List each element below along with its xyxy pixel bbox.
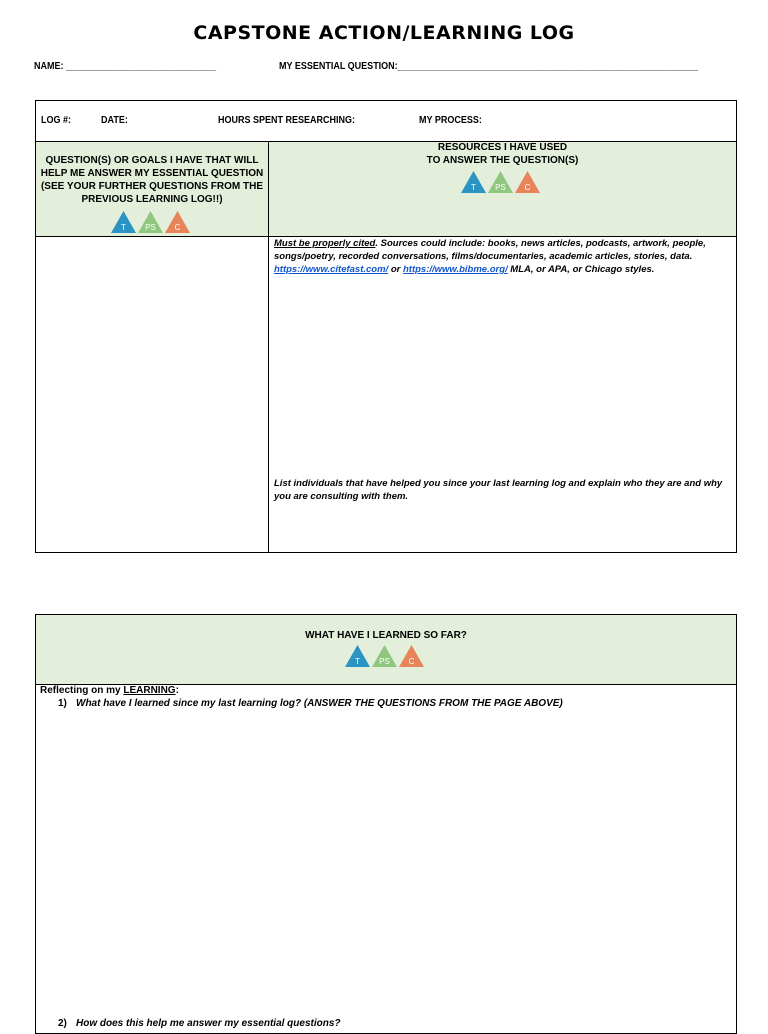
cited-emphasis: Must be properly cited	[274, 238, 376, 249]
instruction-text: MLA, or APA, or Chicago styles.	[507, 264, 655, 275]
t-badge-label: T	[471, 183, 476, 192]
tps-badge-group	[345, 645, 424, 667]
heading-line: RESOURCES I HAVE USED	[437, 142, 568, 153]
heading-line: PREVIOUS LEARNING LOG!!)	[81, 194, 223, 205]
t-badge-label: T	[121, 223, 126, 232]
ps-badge-icon	[488, 171, 513, 193]
question-text: How does this help me answer my essential questions?	[76, 1018, 341, 1029]
ps-badge-icon	[138, 211, 163, 233]
instruction-line	[274, 263, 734, 276]
learned-heading: WHAT HAVE I LEARNED SO FAR?	[305, 630, 467, 641]
instruction-text: . Sources could include: books, news articles, podcasts, artwork, people,	[375, 238, 706, 249]
essential-question-field-label[interactable]: MY ESSENTIAL QUESTION:____________________________________________________________	[279, 61, 699, 72]
citefast-link[interactable]: https://www.citefast.com/	[274, 264, 389, 275]
log-number-label[interactable]: LOG #:	[41, 115, 72, 126]
bibme-link[interactable]: https://www.bibme.org/	[402, 264, 508, 275]
instruction-line: you are consulting with them.	[274, 491, 409, 502]
tps-badge-group	[461, 171, 540, 193]
learning-emphasis: LEARNING	[123, 685, 176, 696]
heading-line: HELP ME ANSWER MY ESSENTIAL QUESTION	[40, 168, 264, 179]
question-number: 1)	[58, 698, 67, 709]
c-badge-icon	[515, 171, 540, 193]
ps-badge-label: PS	[379, 657, 390, 666]
question-number: 2)	[58, 1018, 67, 1029]
name-field-label[interactable]: NAME: ______________________________	[34, 61, 217, 72]
c-badge-label: C	[524, 183, 531, 192]
learned-table	[35, 614, 737, 1034]
instruction-line	[274, 237, 734, 250]
page-title: CAPSTONE ACTION/LEARNING LOG	[193, 22, 575, 44]
reflect-suffix: :	[175, 685, 179, 696]
instruction-line: songs/poetry, recorded conversations, films/documentaries, academic articles, stories, data.	[274, 251, 693, 262]
column-divider	[268, 141, 269, 552]
c-badge-icon	[165, 211, 190, 233]
t-badge-icon	[345, 645, 370, 667]
question-1	[58, 698, 563, 709]
reflect-prefix: Reflecting on my	[40, 685, 124, 696]
t-badge-icon	[461, 171, 486, 193]
heading-line: TO ANSWER THE QUESTION(S)	[426, 155, 579, 166]
ps-badge-label: PS	[495, 183, 506, 192]
c-badge-label: C	[174, 223, 181, 232]
c-badge-label: C	[408, 657, 415, 666]
hours-label[interactable]: HOURS SPENT RESEARCHING:	[218, 115, 356, 126]
questions-goals-heading	[36, 154, 268, 206]
heading-line: (SEE YOUR FURTHER QUESTIONS FROM THE	[40, 181, 264, 192]
t-badge-label: T	[355, 657, 360, 666]
instruction-line: List individuals that have helped you since your last learning log and explain who they are and why	[274, 478, 723, 489]
c-badge-icon	[399, 645, 424, 667]
date-label[interactable]: DATE:	[101, 115, 128, 126]
log-table	[35, 100, 737, 553]
reflecting-label	[40, 685, 179, 696]
tps-badge-group	[111, 211, 190, 233]
process-label[interactable]: MY PROCESS:	[419, 115, 482, 126]
question-text: What have I learned since my last learning log? (ANSWER THE QUESTIONS FROM THE PAGE ABOVE)	[76, 698, 563, 709]
ps-badge-icon	[372, 645, 397, 667]
heading-line: QUESTION(S) OR GOALS I HAVE THAT WILL	[45, 155, 259, 166]
individuals-instructions	[274, 477, 734, 503]
resources-instructions	[274, 237, 734, 276]
instruction-text: or	[388, 264, 403, 275]
ps-badge-label: PS	[145, 223, 156, 232]
resources-heading	[269, 141, 736, 167]
t-badge-icon	[111, 211, 136, 233]
